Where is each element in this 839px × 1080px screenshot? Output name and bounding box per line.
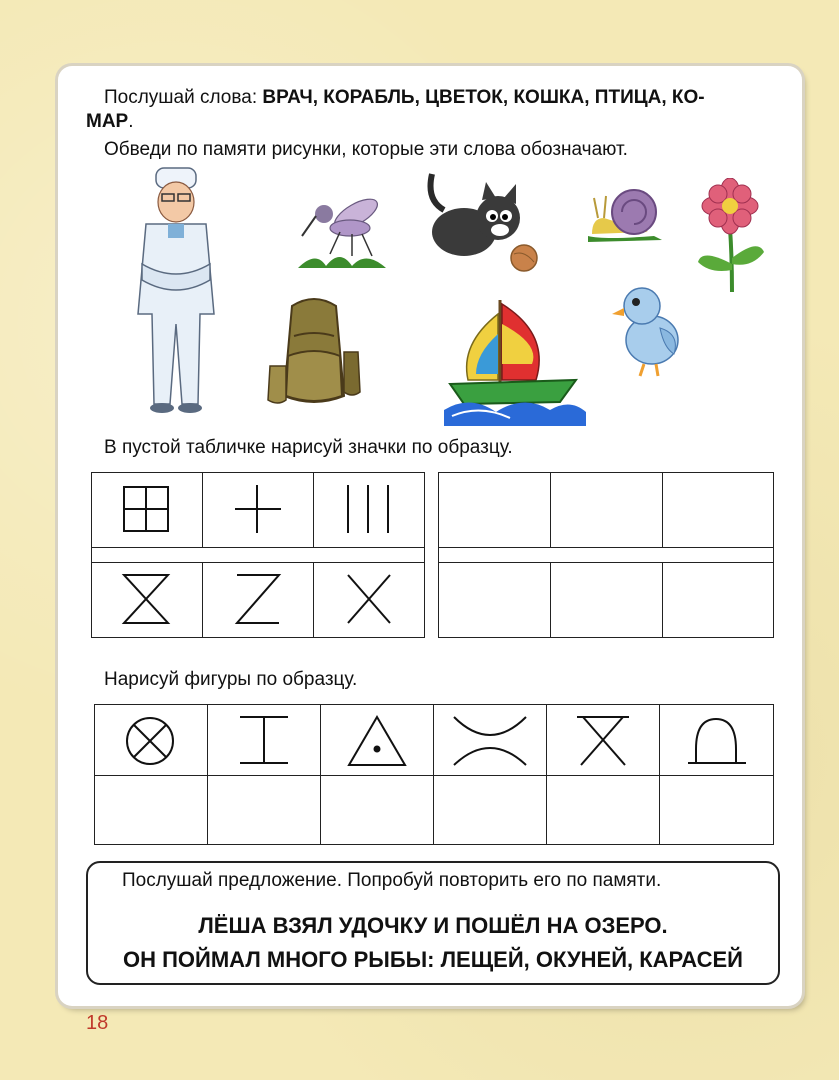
snail-illustration [584,176,666,248]
x-cross-icon [314,563,423,636]
figure-cell-hourglass-open [546,704,660,776]
task1-words-line1: ВРАЧ, КОРАБЛЬ, ЦВЕТОК, КОШКА, ПТИЦА, КО- [262,87,705,108]
sample-grid-gap [91,548,425,562]
zigzag-icon [203,563,312,636]
sentence-line1: ЛЁША ВЗЯЛ УДОЧКУ И ПОШЁЛ НА ОЗЕРО. [198,913,668,938]
empty-figure-cell[interactable] [207,775,321,845]
i-beam-icon [208,705,319,774]
task3-instruction: Нарисуй фигуры по образцу. [104,669,358,690]
empty-cell[interactable] [550,562,663,638]
empty-cell[interactable] [662,562,774,638]
empty-cell[interactable] [438,472,551,548]
task1-intro: Послушай слова: [104,87,263,108]
sample-cell-plus [202,472,314,548]
figure-cell-arch [659,704,774,776]
sentence-line2: ОН ПОЙМАЛ МНОГО РЫБЫ: ЛЕЩЕЙ, ОКУНЕЙ, КАРАСЕЙ [123,947,743,972]
empty-cell[interactable] [662,472,774,548]
doctor-illustration [128,164,224,416]
ship-illustration [440,294,588,426]
sentence-box [86,861,780,985]
backpack-illustration [264,296,364,410]
empty-cell[interactable] [550,472,663,548]
task1-words-line2: МАР [86,111,129,132]
opposing-curves-icon [434,705,545,774]
flower-illustration [692,178,768,294]
bird-illustration [608,282,684,378]
arch-icon [660,705,772,774]
empty-figure-cell[interactable] [659,775,774,845]
circle-x-icon [95,705,206,774]
sample-cell-grid-square [91,472,203,548]
sample-cell-cross [313,562,425,638]
sample-cell-three-lines [313,472,425,548]
empty-figure-cell[interactable] [320,775,434,845]
empty-figure-cell[interactable] [94,775,208,845]
empty-cell[interactable] [438,562,551,638]
figure-cell-triangle-dot [320,704,434,776]
cat-illustration [424,170,542,274]
task1-instruction: Обведи по памяти рисунки, которые эти слова обозначают. [104,139,628,160]
open-hourglass-icon [547,705,658,774]
task4-instruction: Послушай предложение. Попробуй повторить его по памяти. [122,870,662,891]
empty-figure-cell[interactable] [546,775,660,845]
figure-cell-curves [433,704,547,776]
square-grid-icon [92,473,201,546]
sample-cell-hourglass [91,562,203,638]
mosquito-illustration [296,176,388,270]
task1-text [104,86,784,110]
empty-figure-cell[interactable] [433,775,547,845]
plus-icon [203,473,312,546]
task1-text-line2 [86,110,134,134]
figure-cell-circle-x [94,704,208,776]
page-number: 18 [86,1012,109,1034]
hourglass-icon [92,563,201,636]
sample-cell-zigzag [202,562,314,638]
figure-cell-i-beam [207,704,321,776]
task1-period: . [128,111,134,132]
three-lines-icon [314,473,423,546]
triangle-dot-icon [321,705,432,774]
empty-grid-gap [438,548,774,562]
task2-instruction: В пустой табличке нарисуй значки по образцу. [104,437,513,458]
